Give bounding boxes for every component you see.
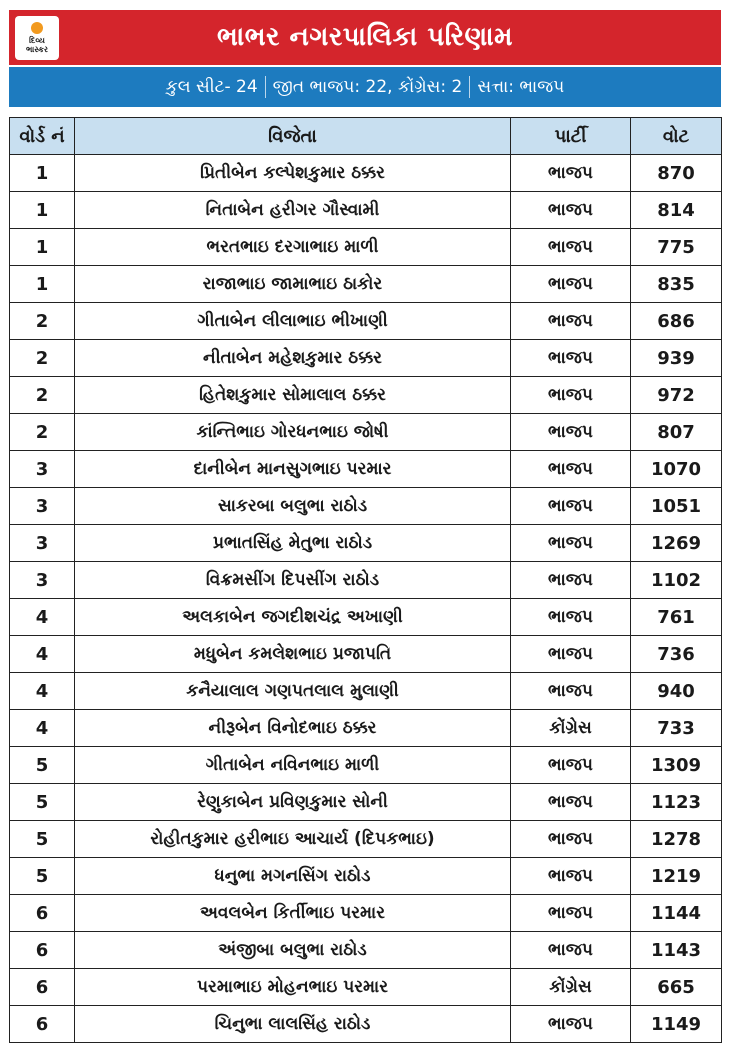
table-row (10, 155, 722, 192)
win-count: જીત ભાજપ: 22, કોંગ્રેસ: 2 (272, 77, 463, 97)
page-title: ભાભર નગરપાલિકા પરિણામ (217, 22, 513, 52)
party-cell: ભાજપ (511, 562, 631, 599)
table-row (10, 784, 722, 821)
party-cell: ભાજપ (511, 1006, 631, 1043)
votes-cell: 939 (631, 340, 722, 377)
title-bar (9, 10, 721, 65)
party-cell: કોંગ્રેસ (511, 969, 631, 1006)
table-row (10, 599, 722, 636)
party-cell: ભાજપ (511, 488, 631, 525)
votes-cell: 972 (631, 377, 722, 414)
table-row (10, 377, 722, 414)
winner-cell: નિતાબેન હરીગર ગૌસ્વામી (75, 192, 511, 229)
table-row (10, 414, 722, 451)
party-cell: ભાજપ (511, 932, 631, 969)
votes-cell: 1102 (631, 562, 722, 599)
header-votes: વોટ (631, 118, 722, 155)
table-row (10, 969, 722, 1006)
table-row (10, 932, 722, 969)
party-cell: ભાજપ (511, 673, 631, 710)
winner-cell: અવલબેન કિર્તીભાઇ પરમાર (75, 895, 511, 932)
party-cell: ભાજપ (511, 266, 631, 303)
winner-cell: વિક્રમસીંગ દિપસીંગ રાઠોડ (75, 562, 511, 599)
table-row (10, 747, 722, 784)
table-row (10, 895, 722, 932)
votes-cell: 807 (631, 414, 722, 451)
winner-cell: કનૈયાલાલ ગણપતલાલ મુલાણી (75, 673, 511, 710)
table-row (10, 710, 722, 747)
winner-cell: પ્રભાતસિંહ મેતુભા રાઠોડ (75, 525, 511, 562)
header-party: પાર્ટી (511, 118, 631, 155)
votes-cell: 686 (631, 303, 722, 340)
ward-cell: 4 (10, 673, 75, 710)
winner-cell: રાજાભાઇ જામાભાઇ ઠાકોર (75, 266, 511, 303)
winner-cell: અંજીબા બલુભા રાઠોડ (75, 932, 511, 969)
winner-cell: નીતાબેન મહેશકુમાર ઠક્કર (75, 340, 511, 377)
ward-cell: 4 (10, 636, 75, 673)
ward-cell: 1 (10, 266, 75, 303)
divider (469, 76, 470, 98)
winner-cell: ભરતભાઇ દરગાભાઇ માળી (75, 229, 511, 266)
ward-cell: 6 (10, 895, 75, 932)
party-cell: ભાજપ (511, 895, 631, 932)
ward-cell: 3 (10, 562, 75, 599)
table-row (10, 821, 722, 858)
table-row (10, 525, 722, 562)
votes-cell: 835 (631, 266, 722, 303)
party-cell: કોંગ્રેસ (511, 710, 631, 747)
party-cell: ભાજપ (511, 784, 631, 821)
ward-cell: 2 (10, 377, 75, 414)
ward-cell: 5 (10, 747, 75, 784)
winner-cell: પ્રિતીબેન કલ્પેશકુમાર ઠક્કર (75, 155, 511, 192)
party-cell: ભાજપ (511, 636, 631, 673)
votes-cell: 1123 (631, 784, 722, 821)
ward-cell: 5 (10, 821, 75, 858)
party-cell: ભાજપ (511, 525, 631, 562)
votes-cell: 1309 (631, 747, 722, 784)
winner-cell: સાકરબા બલુભા રાઠોડ (75, 488, 511, 525)
winner-cell: ગીતાબેન નવિનભાઇ માળી (75, 747, 511, 784)
votes-cell: 940 (631, 673, 722, 710)
winner-cell: નીરૂબેન વિનોદભાઇ ઠક્કર (75, 710, 511, 747)
total-seats: કુલ સીટ- 24 (165, 77, 258, 97)
ward-cell: 6 (10, 932, 75, 969)
votes-cell: 1278 (631, 821, 722, 858)
votes-cell: 814 (631, 192, 722, 229)
table-row (10, 192, 722, 229)
winner-cell: કાંન્તિભાઇ ગોરધનભાઇ જોષી (75, 414, 511, 451)
votes-cell: 1269 (631, 525, 722, 562)
ward-cell: 2 (10, 340, 75, 377)
header-winner: વિજેતા (75, 118, 511, 155)
ward-cell: 5 (10, 858, 75, 895)
ward-cell: 3 (10, 488, 75, 525)
ruling-party: સત્તા: ભાજપ (477, 77, 565, 97)
table-row (10, 858, 722, 895)
party-cell: ભાજપ (511, 451, 631, 488)
party-cell: ભાજપ (511, 303, 631, 340)
winner-cell: પરમાભાઇ મોહનભાઇ પરમાર (75, 969, 511, 1006)
divider (265, 76, 266, 98)
votes-cell: 761 (631, 599, 722, 636)
ward-cell: 3 (10, 525, 75, 562)
party-cell: ભાજપ (511, 192, 631, 229)
winner-cell: ચિનુભા લાલસિંહ રાઠોડ (75, 1006, 511, 1043)
logo-line2: ભાસ્કર (25, 45, 49, 54)
votes-cell: 733 (631, 710, 722, 747)
party-cell: ભાજપ (511, 229, 631, 266)
ward-cell: 4 (10, 599, 75, 636)
votes-cell: 870 (631, 155, 722, 192)
votes-cell: 1143 (631, 932, 722, 969)
winner-cell: મધુબેન કમલેશભાઇ પ્રજાપતિ (75, 636, 511, 673)
ward-cell: 1 (10, 229, 75, 266)
header-ward: વોર્ડ નં (10, 118, 75, 155)
party-cell: ભાજપ (511, 155, 631, 192)
ward-cell: 6 (10, 969, 75, 1006)
table-row (10, 673, 722, 710)
results-table (9, 117, 722, 1043)
winner-cell: ધનુભા મગનસિંગ રાઠોડ (75, 858, 511, 895)
ward-cell: 1 (10, 155, 75, 192)
ward-cell: 5 (10, 784, 75, 821)
winner-cell: રેણુકાબેન પ્રવિણકુમાર સોની (75, 784, 511, 821)
party-cell: ભાજપ (511, 414, 631, 451)
summary-bar (9, 67, 721, 107)
ward-cell: 2 (10, 414, 75, 451)
ward-cell: 3 (10, 451, 75, 488)
votes-cell: 665 (631, 969, 722, 1006)
ward-cell: 1 (10, 192, 75, 229)
ward-cell: 6 (10, 1006, 75, 1043)
table-row (10, 451, 722, 488)
party-cell: ભાજપ (511, 377, 631, 414)
winner-cell: અલકાબેન જગદીશચંદ્ર અખાણી (75, 599, 511, 636)
party-cell: ભાજપ (511, 599, 631, 636)
party-cell: ભાજપ (511, 747, 631, 784)
party-cell: ભાજપ (511, 821, 631, 858)
votes-cell: 1219 (631, 858, 722, 895)
votes-cell: 1070 (631, 451, 722, 488)
winner-cell: ગીતાબેન લીલાભાઇ ભીખાણી (75, 303, 511, 340)
winner-cell: હિતેશકુમાર સોમાલાલ ઠક્કર (75, 377, 511, 414)
table-row (10, 229, 722, 266)
table-row (10, 1006, 722, 1043)
table-header-row (10, 118, 722, 155)
table-row (10, 562, 722, 599)
divya-bhaskar-logo (15, 16, 59, 60)
sun-icon (31, 22, 43, 34)
table-row (10, 266, 722, 303)
winner-cell: દાનીબેન માનસુગભાઇ પરમાર (75, 451, 511, 488)
votes-cell: 775 (631, 229, 722, 266)
table-row (10, 303, 722, 340)
party-cell: ભાજપ (511, 340, 631, 377)
votes-cell: 736 (631, 636, 722, 673)
votes-cell: 1051 (631, 488, 722, 525)
ward-cell: 4 (10, 710, 75, 747)
ward-cell: 2 (10, 303, 75, 340)
votes-cell: 1144 (631, 895, 722, 932)
votes-cell: 1149 (631, 1006, 722, 1043)
logo-line1: દિવ્ય (29, 36, 45, 45)
table-row (10, 488, 722, 525)
winner-cell: રોહીતકુમાર હરીભાઇ આચાર્ય (દિપકભાઇ) (75, 821, 511, 858)
table-row (10, 636, 722, 673)
table-row (10, 340, 722, 377)
party-cell: ભાજપ (511, 858, 631, 895)
